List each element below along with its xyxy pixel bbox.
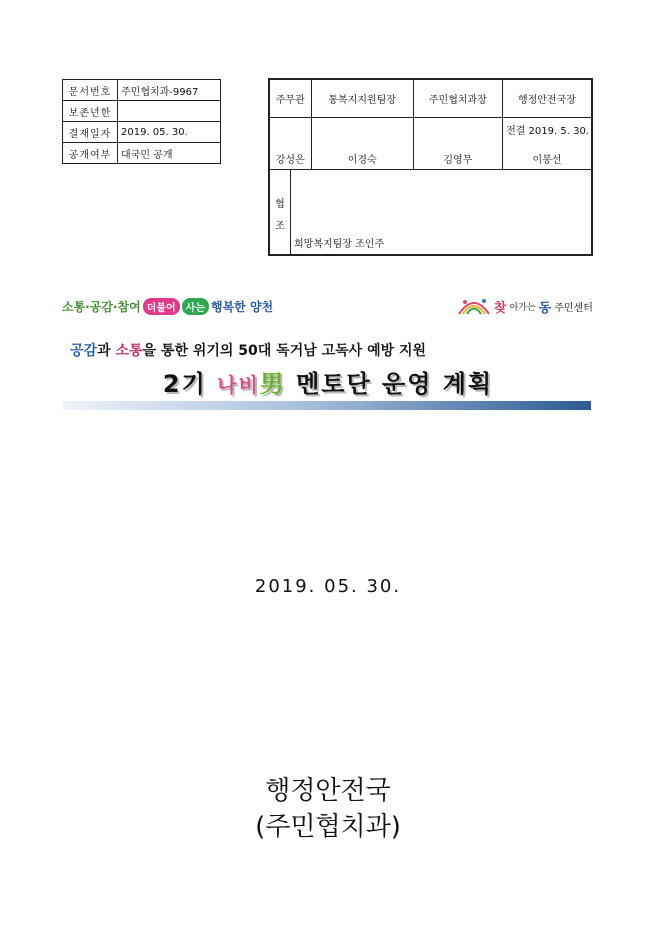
final-approval-note: 전결 2019. 5. 30.: [506, 126, 589, 137]
document-subtitle: [70, 340, 426, 360]
info-label: 결재일자: [63, 122, 118, 143]
cooperation-signer: 희망복지팀장 조인주: [291, 170, 592, 255]
document-date: 2019. 05. 30.: [254, 576, 402, 597]
approval-header: 통복지지원팀장: [311, 80, 413, 118]
community-center-logo: [457, 296, 593, 316]
approval-header: 주무관: [270, 80, 312, 118]
title-gradient-bar: [63, 401, 591, 410]
subtitle-emphasis-2: 소통: [115, 343, 143, 359]
info-label: 보존년한: [63, 101, 118, 122]
logo-char-1: 찾: [494, 300, 507, 316]
slogan-pill-1: 더불어: [143, 298, 180, 315]
slogan-pill-2: 사는: [182, 298, 209, 315]
logo-text-2: 주민센터: [554, 302, 593, 314]
document-info-table: [62, 79, 221, 164]
issuing-department: (주민협치과): [255, 812, 401, 842]
logo-text-1: 아가는: [509, 302, 536, 313]
info-value: 대국민 공개: [118, 143, 221, 164]
info-label: 문서번호: [63, 80, 118, 101]
info-value: 2019. 05. 30.: [118, 122, 221, 143]
approval-signer: 이봉선: [532, 155, 562, 166]
subtitle-text-2: 을 통한 위기의 50대 독거남 고독사 예방 지원: [142, 343, 427, 359]
approval-signer-row: [270, 118, 592, 170]
document-title: [0, 364, 656, 399]
approval-box: [268, 78, 593, 256]
title-prefix: 2기: [162, 370, 218, 398]
title-nabi: 나비: [217, 373, 260, 397]
cooperation-label: [270, 170, 291, 255]
rainbow-arch-icon: [457, 296, 491, 316]
info-row-doc-number: [63, 80, 221, 101]
subtitle-emphasis-1: 공감: [70, 343, 98, 359]
yangcheon-slogan-logo: [62, 298, 273, 315]
info-value: 주민협치과-9967: [118, 80, 221, 101]
approval-header: 주민협치과장: [413, 80, 502, 118]
title-suffix: 멘토단 운영 계획: [285, 370, 494, 398]
slogan-text: 소통·공감·참여: [62, 300, 141, 314]
issuing-bureau: 행정안전국: [265, 776, 391, 806]
info-row-approval-date: [63, 122, 221, 143]
approval-header: 행정안전국장: [502, 80, 591, 118]
info-value: [118, 101, 221, 122]
slogan-text-2: 행복한 양천: [210, 300, 274, 314]
approval-signer: 강성은: [270, 118, 312, 170]
approval-table: [269, 79, 592, 255]
approval-signer: 이경숙: [311, 118, 413, 170]
subtitle-text: 과: [97, 343, 116, 359]
approval-header-row: [270, 80, 592, 118]
cooperation-label-text: 협조: [275, 199, 285, 232]
logo-char-2: 동: [538, 300, 552, 316]
approval-signer: 김영무: [413, 118, 502, 170]
title-man-char: 男: [259, 370, 286, 398]
cooperation-row: [270, 170, 592, 255]
info-row-retention: [63, 101, 221, 122]
info-row-disclosure: [63, 143, 221, 164]
approval-signer-final: [502, 118, 591, 170]
info-label: 공개여부: [63, 143, 118, 164]
